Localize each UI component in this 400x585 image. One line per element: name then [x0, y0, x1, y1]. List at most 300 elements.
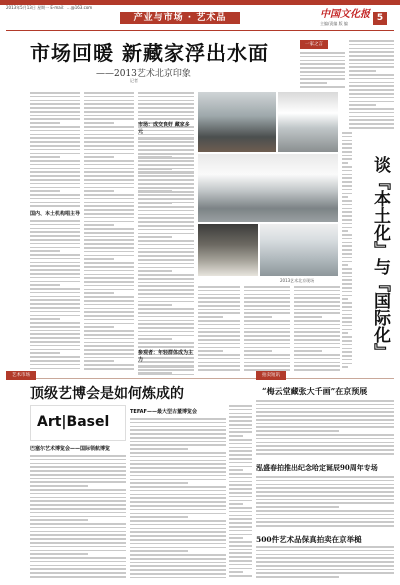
- text-line: [342, 287, 352, 289]
- text-line: [30, 250, 60, 252]
- text-line: [84, 308, 134, 310]
- text-line: [30, 187, 80, 189]
- text-line: [138, 149, 194, 151]
- text-line: [30, 493, 126, 495]
- text-line: [229, 409, 252, 411]
- text-line: [256, 411, 394, 413]
- text-line: [229, 450, 252, 452]
- text-line: [342, 170, 352, 172]
- text-line: [229, 545, 252, 547]
- body-text: [300, 52, 345, 88]
- text-line: [30, 508, 126, 510]
- text-line: [256, 554, 394, 556]
- body-text: [342, 132, 352, 368]
- text-line: [349, 51, 394, 53]
- text-line: [198, 339, 240, 341]
- text-line: [138, 191, 194, 193]
- auction-headline-2: 泓盛春拍推出纪念哈定诞辰90周年专场: [256, 463, 378, 472]
- text-line: [30, 168, 80, 170]
- text-line: [342, 261, 352, 263]
- text-line: [294, 324, 340, 326]
- text-line: [229, 413, 252, 415]
- text-line: [244, 297, 290, 299]
- text-line: [229, 443, 252, 445]
- text-line: [30, 296, 80, 298]
- text-line: [300, 52, 345, 54]
- text-line: [349, 74, 394, 76]
- text-line: [84, 281, 134, 283]
- text-line: [30, 512, 126, 514]
- text-line: [30, 531, 126, 533]
- text-line: [30, 239, 80, 241]
- text-line: [84, 209, 134, 211]
- text-line: [300, 60, 345, 62]
- text-line: [84, 274, 134, 276]
- text-line: [30, 247, 80, 249]
- text-line: [30, 455, 126, 457]
- text-line: [30, 322, 80, 324]
- text-line: [229, 477, 252, 479]
- text-line: [229, 530, 252, 532]
- text-line: [342, 219, 352, 221]
- text-line: [138, 115, 194, 117]
- text-line: [130, 433, 226, 435]
- text-line: [342, 363, 352, 365]
- text-line: [256, 491, 394, 493]
- market-tag: 艺术市场: [6, 371, 36, 380]
- text-line: [30, 550, 126, 552]
- text-line: [342, 264, 348, 266]
- text-line: [30, 345, 80, 347]
- text-line: [30, 463, 126, 465]
- text-line: [130, 531, 226, 533]
- text-line: [342, 234, 352, 236]
- text-line: [138, 293, 194, 295]
- body-text: [349, 40, 394, 129]
- text-line: [84, 179, 134, 181]
- text-line: [229, 503, 243, 505]
- text-line: [342, 181, 352, 183]
- text-line: [256, 426, 394, 428]
- text-line: [84, 137, 134, 139]
- text-line: [84, 292, 114, 294]
- text-line: [256, 502, 394, 504]
- text-line: [244, 335, 290, 337]
- text-line: [229, 405, 252, 407]
- text-line: [138, 267, 194, 269]
- text-line: [130, 505, 226, 507]
- text-line: [244, 362, 290, 364]
- text-line: [30, 527, 126, 529]
- text-line: [198, 297, 240, 299]
- text-line: [84, 349, 134, 351]
- text-line: [84, 266, 134, 268]
- text-line: [30, 160, 80, 162]
- text-line: [84, 311, 134, 313]
- text-line: [130, 494, 226, 496]
- text-line: [229, 571, 243, 573]
- text-line: [138, 248, 194, 250]
- text-line: [30, 277, 80, 279]
- art-fair-column-2: [130, 405, 226, 580]
- text-line: [244, 358, 290, 360]
- text-line: [30, 489, 126, 491]
- text-line: [342, 204, 352, 206]
- text-line: [130, 460, 226, 462]
- text-line: [256, 453, 394, 455]
- text-line: [342, 193, 352, 195]
- text-line: [342, 253, 352, 255]
- photo-caption: 2013艺术北京现场: [280, 278, 315, 283]
- text-line: [30, 111, 80, 113]
- text-line: [229, 462, 252, 464]
- text-line: [342, 215, 352, 217]
- text-line: [229, 416, 252, 418]
- page-number: 5: [373, 12, 387, 25]
- text-line: [30, 115, 80, 117]
- text-line: [30, 281, 80, 283]
- text-line: [256, 506, 339, 508]
- text-line: [138, 96, 194, 98]
- text-line: [256, 487, 394, 489]
- text-line: [342, 366, 348, 368]
- text-line: [130, 550, 188, 552]
- text-line: [30, 330, 80, 332]
- text-line: [342, 268, 352, 270]
- auction-headline-1: “梅云堂藏张大千画”在京预展: [262, 386, 368, 396]
- text-line: [30, 96, 80, 98]
- exhibition-photo-5: [260, 224, 338, 276]
- text-line: [138, 164, 194, 166]
- text-line: [130, 422, 226, 424]
- text-line: [84, 353, 134, 355]
- body-text: [84, 92, 134, 370]
- text-line: [84, 236, 134, 238]
- text-line: [256, 442, 394, 444]
- text-line: [30, 315, 80, 317]
- text-line: [342, 196, 348, 198]
- text-line: [130, 467, 226, 469]
- text-line: [84, 213, 134, 215]
- text-line: [138, 374, 194, 375]
- text-line: [30, 368, 80, 370]
- text-line: [138, 366, 194, 368]
- art-fair-column-1: [30, 442, 126, 580]
- text-line: [294, 328, 340, 330]
- text-line: [244, 339, 290, 341]
- text-line: [130, 513, 226, 515]
- text-line: [229, 454, 252, 456]
- text-line: [130, 437, 226, 439]
- text-line: [138, 320, 194, 322]
- text-line: [294, 369, 340, 371]
- exhibition-photo-3: [198, 154, 338, 222]
- text-line: [138, 172, 194, 174]
- body-text: [30, 220, 80, 369]
- text-line: [198, 324, 240, 326]
- text-line: [84, 357, 134, 359]
- text-line: [130, 426, 226, 428]
- text-line: [256, 480, 394, 482]
- body-text: [30, 455, 126, 578]
- text-line: [138, 183, 194, 185]
- text-line: [138, 370, 194, 372]
- text-line: [294, 309, 340, 311]
- text-line: [30, 572, 126, 574]
- text-line: [342, 348, 352, 350]
- opinion-column-3: [342, 132, 352, 375]
- text-line: [30, 299, 80, 301]
- art-basel-logo: [30, 405, 126, 441]
- text-line: [349, 108, 394, 110]
- text-line: [256, 484, 394, 486]
- text-line: [84, 100, 134, 102]
- text-line: [229, 549, 252, 551]
- text-line: [342, 332, 348, 334]
- auction-headline-3: 500件艺术品保真拍卖在京举槌: [256, 535, 362, 544]
- text-line: [138, 142, 194, 144]
- text-line: [130, 535, 226, 537]
- text-line: [30, 303, 80, 305]
- text-line: [256, 445, 394, 447]
- text-line: [198, 328, 240, 330]
- text-line: [130, 547, 226, 549]
- text-line: [198, 354, 240, 356]
- text-line: [30, 254, 80, 256]
- text-line: [256, 514, 394, 516]
- text-line: [84, 360, 114, 362]
- text-line: [229, 435, 243, 437]
- text-line: [349, 40, 394, 42]
- text-line: [342, 272, 352, 274]
- text-line: [84, 334, 134, 336]
- text-line: [30, 352, 60, 354]
- opinion-title: 谈『本土化』与『国际化』: [370, 156, 390, 360]
- text-line: [84, 296, 134, 298]
- text-line: [138, 259, 194, 261]
- body-text: [130, 418, 226, 580]
- text-line: [342, 257, 352, 259]
- text-line: [256, 546, 394, 548]
- text-line: [229, 560, 252, 562]
- text-line: [30, 220, 80, 222]
- text-line: [30, 118, 80, 120]
- text-line: [198, 335, 240, 337]
- text-line: [30, 474, 126, 476]
- text-line: [30, 171, 80, 173]
- text-line: [342, 314, 352, 316]
- text-line: [30, 100, 80, 102]
- text-line: [138, 214, 194, 216]
- text-line: [30, 228, 80, 230]
- text-line: [130, 554, 226, 556]
- text-line: [130, 452, 226, 454]
- text-line: [30, 164, 80, 166]
- text-line: [138, 304, 172, 306]
- text-line: [30, 307, 80, 309]
- text-line: [300, 71, 345, 73]
- feature-column-3-bottom: [138, 118, 194, 375]
- text-line: [30, 273, 80, 275]
- text-line: [342, 351, 352, 353]
- text-line: [30, 262, 80, 264]
- text-line: [84, 326, 114, 328]
- text-line: [138, 251, 194, 253]
- text-line: [198, 286, 240, 288]
- text-line: [130, 490, 226, 492]
- text-line: [342, 359, 352, 361]
- text-line: [138, 312, 194, 314]
- text-line: [244, 312, 290, 314]
- text-line: [256, 510, 394, 512]
- text-line: [84, 115, 134, 117]
- text-line: [294, 362, 340, 364]
- text-line: [198, 312, 240, 314]
- text-line: [84, 228, 134, 230]
- text-line: [138, 187, 194, 189]
- text-line: [30, 360, 80, 362]
- art-basel-logo-text: Art|Basel: [37, 414, 110, 430]
- text-line: [294, 339, 340, 341]
- text-line: [198, 347, 240, 349]
- text-line: [300, 63, 345, 65]
- text-line: [294, 320, 340, 322]
- art-fair-column-3: [229, 405, 252, 580]
- masthead-rule: [6, 30, 394, 31]
- text-line: [256, 434, 394, 436]
- text-line: [84, 134, 134, 136]
- text-line: [130, 528, 226, 530]
- text-line: [84, 183, 134, 185]
- body-text: [138, 138, 194, 375]
- text-line: [198, 316, 223, 318]
- text-line: [138, 342, 194, 344]
- text-line: [30, 243, 80, 245]
- text-line: [84, 164, 134, 166]
- text-line: [256, 449, 394, 451]
- text-line: [342, 166, 352, 168]
- art-fair-headline: 顶级艺博会是如何炼成的: [30, 386, 184, 402]
- text-line: [294, 358, 340, 360]
- text-line: [30, 134, 80, 136]
- text-line: [256, 518, 394, 520]
- text-line: [300, 78, 345, 80]
- text-line: [294, 331, 340, 333]
- text-line: [229, 534, 252, 536]
- text-line: [294, 301, 340, 303]
- text-line: [294, 297, 340, 299]
- text-line: [138, 168, 172, 170]
- text-line: [30, 145, 80, 147]
- text-line: [256, 569, 394, 571]
- feature-headline: 市场回暖 新藏家浮出水面: [30, 41, 269, 65]
- text-line: [84, 330, 134, 332]
- text-line: [130, 441, 226, 443]
- text-line: [256, 476, 394, 478]
- text-line: [300, 75, 345, 77]
- body-text: [256, 476, 394, 527]
- text-line: [30, 258, 80, 260]
- text-line: [229, 466, 252, 468]
- text-line: [256, 495, 394, 497]
- text-line: [342, 162, 348, 164]
- text-line: [244, 290, 290, 292]
- text-line: [84, 190, 114, 192]
- text-line: [294, 290, 340, 292]
- text-line: [342, 321, 352, 323]
- text-line: [84, 300, 134, 302]
- editor-line: 主编/责编 版 编: [320, 21, 348, 26]
- opinion-column-2: [349, 40, 394, 132]
- text-line: [342, 230, 348, 232]
- text-line: [342, 238, 352, 240]
- text-line: [256, 430, 339, 432]
- text-line: [84, 130, 134, 132]
- text-line: [229, 428, 252, 430]
- text-line: [256, 525, 394, 527]
- text-line: [229, 473, 252, 475]
- text-line: [138, 327, 194, 329]
- text-line: [84, 187, 134, 189]
- text-line: [30, 364, 80, 366]
- text-line: [229, 492, 252, 494]
- text-line: [30, 288, 80, 290]
- text-line: [256, 521, 394, 523]
- text-line: [342, 340, 352, 342]
- text-line: [130, 479, 226, 481]
- text-line: [30, 534, 126, 536]
- art-fair-subtitle-2: 巴塞尔艺术博览会——国际领航博览: [30, 446, 111, 452]
- text-line: [30, 565, 126, 567]
- text-line: [84, 168, 134, 170]
- text-line: [138, 270, 172, 272]
- feature-subtitle-2: 市场：成交良好 藏家多元: [138, 122, 190, 135]
- text-line: [138, 316, 194, 318]
- text-line: [342, 245, 352, 247]
- text-line: [294, 350, 322, 352]
- text-line: [130, 486, 226, 488]
- text-line: [138, 161, 194, 163]
- text-line: [138, 206, 194, 208]
- text-line: [138, 146, 194, 148]
- exhibition-photo-2: [278, 92, 338, 152]
- text-line: [256, 572, 394, 574]
- text-line: [30, 523, 126, 525]
- text-line: [84, 304, 134, 306]
- text-line: [349, 104, 376, 106]
- text-line: [84, 277, 134, 279]
- text-line: [229, 526, 252, 528]
- text-line: [349, 78, 394, 80]
- body-text: [138, 366, 194, 375]
- exhibition-photo-1: [198, 92, 276, 152]
- text-line: [342, 158, 352, 160]
- text-line: [130, 444, 226, 446]
- text-line: [138, 278, 194, 280]
- text-line: [84, 345, 134, 347]
- text-line: [130, 558, 226, 560]
- text-line: [30, 190, 60, 192]
- text-line: [342, 336, 352, 338]
- text-line: [229, 568, 252, 570]
- text-line: [198, 309, 240, 311]
- text-line: [84, 243, 134, 245]
- text-line: [294, 347, 340, 349]
- text-line: [138, 338, 172, 340]
- text-line: [349, 97, 394, 99]
- text-line: [229, 447, 252, 449]
- text-line: [229, 575, 252, 577]
